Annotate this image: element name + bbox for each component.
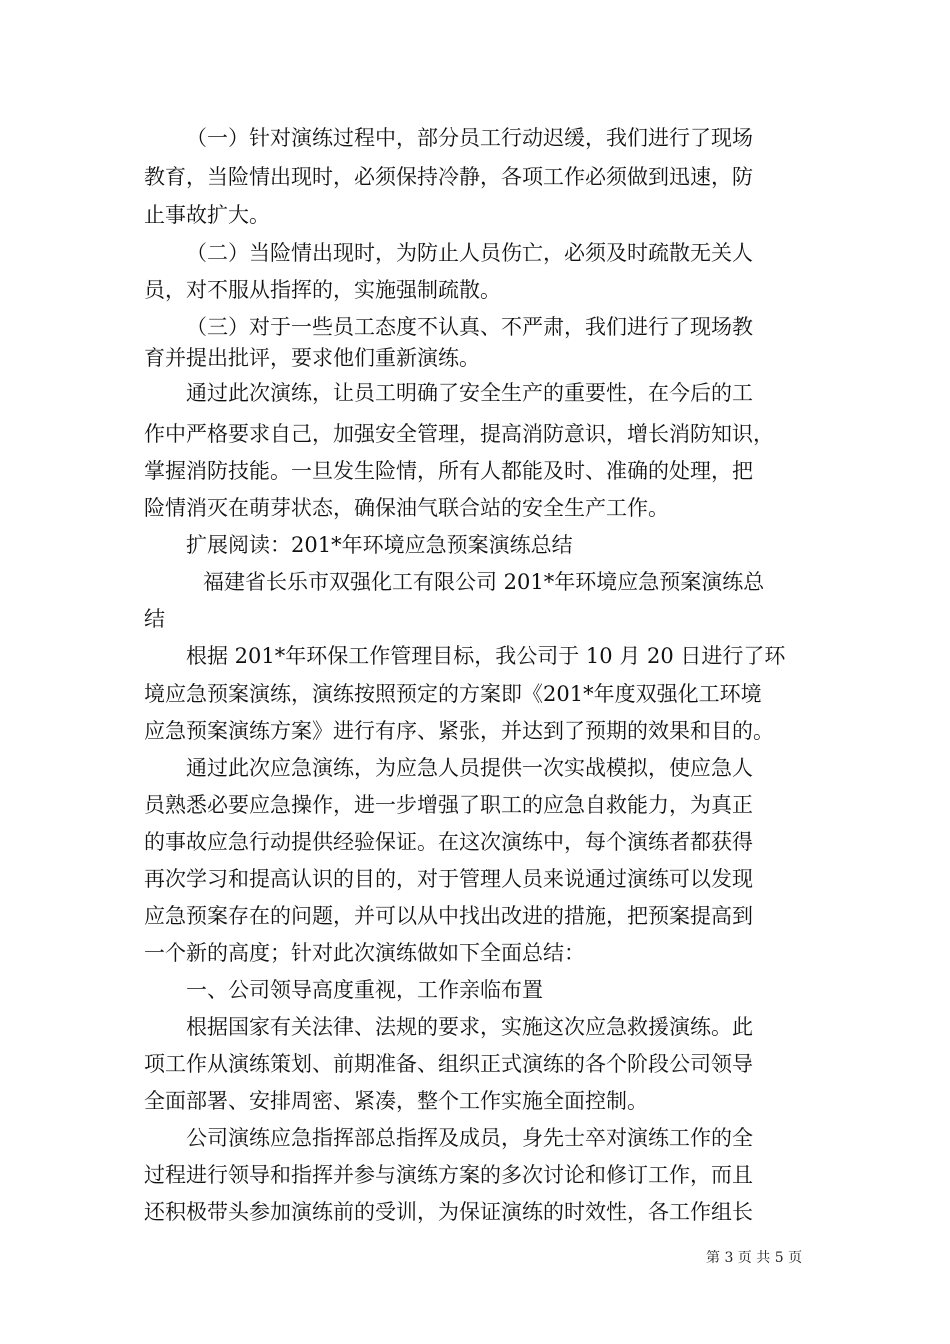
text-line: 掌握消防技能。一旦发生险情，所有人都能及时、准确的处理，把 (144, 459, 753, 483)
text-line: 根据国家有关法律、法规的要求，实施这次应急救援演练。此 (186, 1015, 753, 1039)
section-heading: 一、公司领导高度重视，工作亲临布置 (186, 978, 543, 1002)
text-line: 险情消灭在萌芽状态，确保油气联合站的安全生产工作。 (144, 496, 669, 520)
page-number: 第 3 页 共 5 页 (706, 1250, 803, 1266)
text-line: 的事故应急行动提供经验保证。在这次演练中，每个演练者都获得 (144, 830, 753, 854)
text-line: 境应急预案演练，演练按照预定的方案即《201*年度双强化工环境 (144, 682, 762, 706)
text-line: 止事故扩大。 (144, 203, 270, 227)
text-line: 育并提出批评，要求他们重新演练。 (144, 346, 480, 370)
text-line: 教育，当险情出现时，必须保持冷静，各项工作必须做到迅速，防 (144, 165, 753, 189)
text-line: 通过此次应急演练，为应急人员提供一次实战模拟，使应急人 (186, 756, 753, 780)
text-line: 项工作从演练策划、前期准备、组织正式演练的各个阶段公司领导 (144, 1052, 753, 1076)
subtitle-line: 福建省长乐市双强化工有限公司 201*年环境应急预案演练总 (203, 570, 765, 594)
text-line: 公司演练应急指挥部总指挥及成员，身先士卒对演练工作的全 (186, 1126, 753, 1150)
section-heading: 扩展阅读：201*年环境应急预案演练总结 (186, 533, 573, 557)
text-line: 应急预案演练方案》进行有序、紧张，并达到了预期的效果和目的。 (144, 719, 774, 743)
text-line: （一）针对演练过程中，部分员工行动迟缓，我们进行了现场 (186, 126, 753, 150)
text-line: 过程进行领导和指挥并参与演练方案的多次讨论和修订工作，而且 (144, 1163, 753, 1187)
text-line: 员熟悉必要应急操作，进一步增强了职工的应急自救能力，为真正 (144, 793, 753, 817)
text-line: 根据 201*年环保工作管理目标，我公司于 10 月 20 日进行了环 (186, 644, 786, 668)
text-line: 全面部署、安排周密、紧凑，整个工作实施全面控制。 (144, 1089, 648, 1113)
text-line: 还积极带头参加演练前的受训，为保证演练的时效性，各工作组长 (144, 1200, 753, 1224)
text-line: 作中严格要求自己，加强安全管理，提高消防意识，增长消防知识， (144, 422, 774, 446)
text-line: 员，对不服从指挥的，实施强制疏散。 (144, 278, 501, 302)
text-line: （二）当险情出现时，为防止人员伤亡，必须及时疏散无关人 (186, 241, 753, 265)
text-line: （三）对于一些员工态度不认真、不严肃，我们进行了现场教 (186, 315, 753, 339)
text-line: 结 (144, 607, 165, 631)
text-line: 通过此次演练，让员工明确了安全生产的重要性，在今后的工 (186, 381, 753, 405)
text-line: 再次学习和提高认识的目的，对于管理人员来说通过演练可以发现 (144, 867, 753, 891)
text-line: 应急预案存在的问题，并可以从中找出改进的措施，把预案提高到 (144, 904, 753, 928)
text-line: 一个新的高度；针对此次演练做如下全面总结： (144, 941, 585, 965)
